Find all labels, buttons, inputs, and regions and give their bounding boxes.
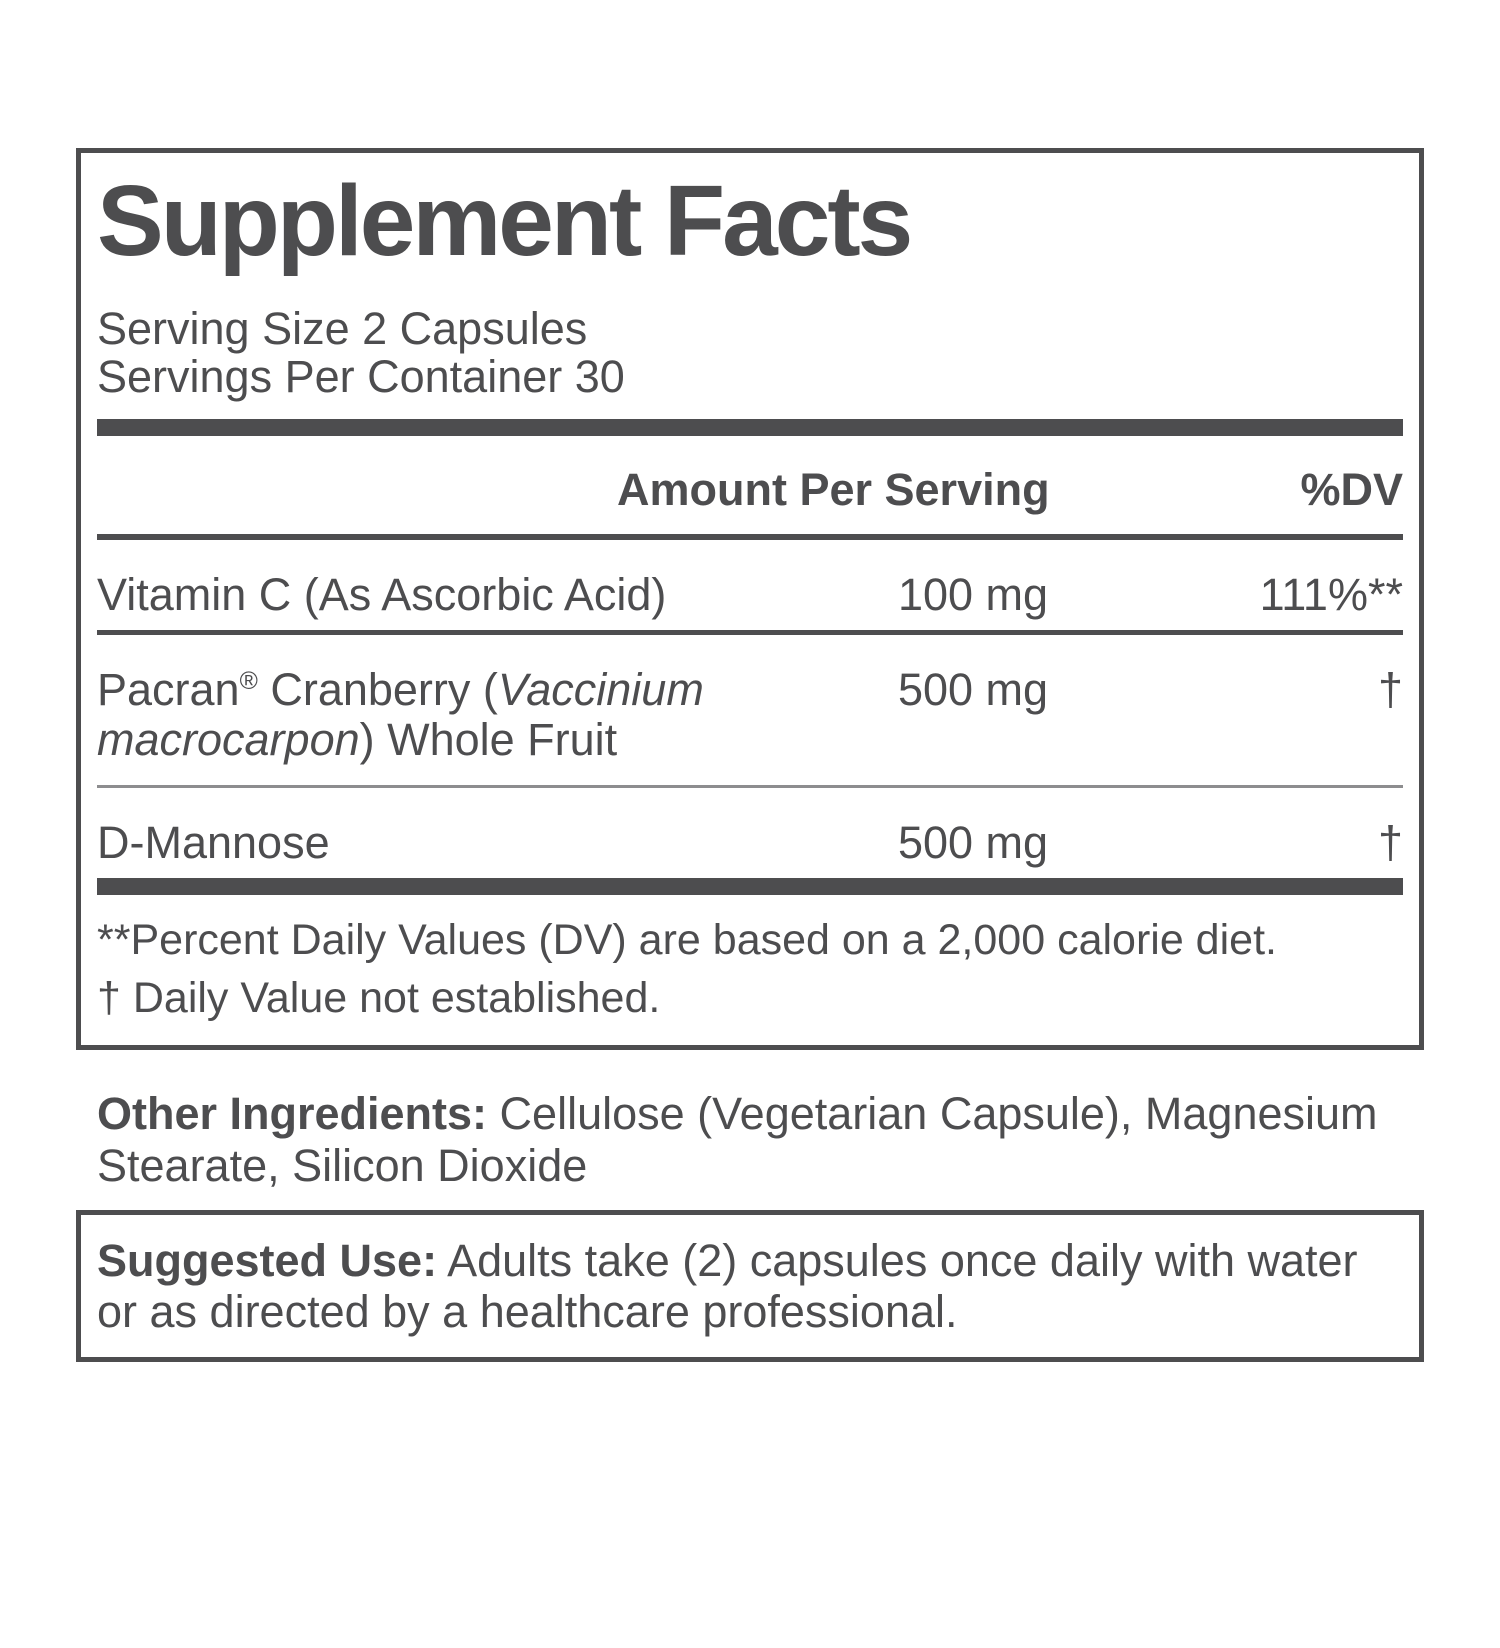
brand-name: Pacran (97, 664, 240, 715)
table-header-row (97, 466, 1403, 514)
ingredient-amount: 100 mg (897, 569, 1049, 620)
ingredient-name-end: ) Whole Fruit (359, 714, 618, 765)
ingredient-dv: † (1377, 817, 1403, 868)
panel-title: Supplement Facts (97, 165, 911, 277)
serving-size: Serving Size 2 Capsules (97, 303, 588, 354)
thick-divider-top (97, 419, 1403, 436)
latin-species-name: Vaccinium macrocarpon (97, 664, 704, 765)
ingredient-name-mid: Cranberry ( (257, 664, 498, 715)
supplement-facts-panel (76, 148, 1424, 1050)
column-header-dv: %DV (1300, 464, 1403, 515)
suggested-use-label: Suggested Use: (97, 1235, 438, 1286)
ingredient-row-vitamin-c (97, 570, 1403, 620)
footnote-daily-values: **Percent Daily Values (DV) are based on a 2,000 calorie diet. (97, 916, 1277, 964)
ingredient-amount: 500 mg (897, 664, 1049, 715)
header-divider (97, 534, 1403, 540)
ingredient-row-cranberry (97, 665, 1403, 765)
row-divider-light (97, 785, 1403, 788)
footnote-dagger: † Daily Value not established. (97, 974, 661, 1022)
ingredient-dv: 111%** (1259, 569, 1403, 620)
row-divider (97, 630, 1403, 635)
thick-divider-bottom (97, 878, 1403, 895)
header-spacer (97, 466, 617, 514)
suggested-use-box (76, 1210, 1424, 1362)
ingredient-name (97, 665, 783, 765)
other-ingredients-text: Cellulose (Vegetarian Capsule), Magnesium Stearate, Silicon Dioxide (97, 1088, 1378, 1191)
serving-info (97, 305, 1403, 401)
ingredient-name: Vitamin C (As Ascorbic Acid) (97, 569, 667, 620)
ingredient-row-d-mannose (97, 818, 1403, 868)
ingredient-dv: † (1377, 664, 1403, 715)
ingredient-name: D-Mannose (97, 817, 330, 868)
ingredient-amount: 500 mg (897, 817, 1049, 868)
other-ingredients (97, 1088, 1420, 1192)
registered-trademark-symbol: ® (239, 668, 258, 695)
suggested-use-text: Adults take (2) capsules once daily with water or as directed by a healthcare professional. (97, 1235, 1358, 1337)
other-ingredients-label: Other Ingredients: (97, 1088, 488, 1139)
footnotes (97, 915, 1403, 1023)
column-header-amount: Amount Per Serving (617, 464, 1050, 515)
servings-per-container: Servings Per Container 30 (97, 351, 625, 402)
